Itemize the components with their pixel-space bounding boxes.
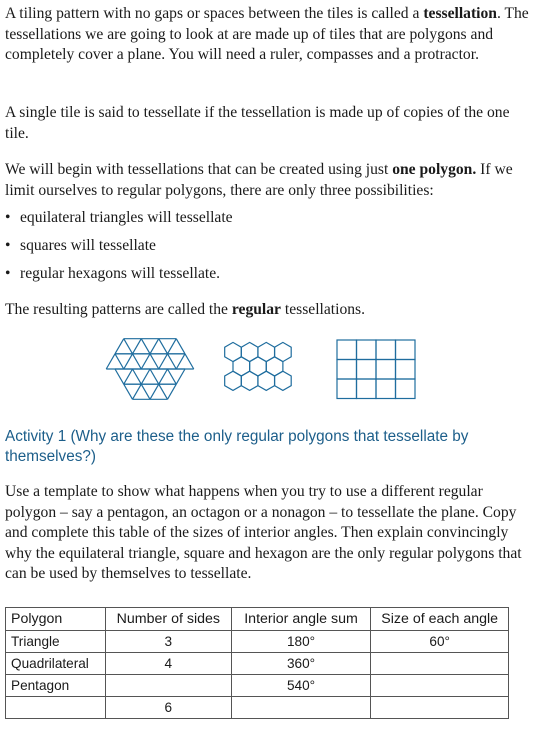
- one-polygon-text-c: If we limit ourselves to regular polygons, there are only three possibilities:: [5, 161, 513, 199]
- regular-text-a: The resulting patterns are called the: [5, 301, 232, 318]
- triangle-edge: [141, 384, 150, 399]
- triangle-edge: [159, 354, 168, 369]
- cell-each-angle: [371, 675, 509, 697]
- triangle-edge: [124, 339, 133, 354]
- cell-angle-sum: 360°: [231, 653, 371, 675]
- bullet-item: [5, 236, 525, 257]
- triangle-edge: [176, 369, 185, 384]
- square-tile: [376, 360, 396, 380]
- triangle-edge: [159, 384, 168, 399]
- triangle-edge: [176, 354, 185, 369]
- triangle-edge: [150, 384, 159, 399]
- square-tile: [357, 340, 377, 360]
- triangle-edge: [168, 354, 177, 369]
- cell-polygon: Quadrilateral: [6, 653, 106, 675]
- table-row: [6, 631, 509, 653]
- hexagon-tile: [258, 371, 275, 390]
- triangle-edge: [133, 354, 142, 369]
- cell-each-angle: [371, 653, 509, 675]
- cell-sides: 6: [105, 697, 231, 719]
- term-tessellation: tessellation: [423, 5, 497, 22]
- square-tile: [337, 340, 357, 360]
- regular-tessellations-figure: [0, 330, 539, 410]
- square-tile: [396, 340, 416, 360]
- paragraph-activity-instructions: Use a template to show what happens when you try to use a different regular polygon – say a pentagon, an octagon or a nonagon – to tessellate the plane. Copy and complete this table of the sizes of interior angles. Then explain convincingly why the equilateral triangle, square and hexagon are the only regular polygons that can be used by themselves to tessellate.: [5, 483, 522, 582]
- triangle-edge: [150, 354, 159, 369]
- square-tile: [337, 360, 357, 380]
- triangle-edge: [168, 384, 177, 399]
- cell-sides: [105, 675, 231, 697]
- triangle-edge: [133, 339, 142, 354]
- table-header-row: [6, 608, 509, 631]
- cell-angle-sum: 180°: [231, 631, 371, 653]
- paragraph-intro: [5, 4, 530, 66]
- bullet-text: squares will tessellate: [20, 237, 156, 254]
- cell-polygon: [6, 697, 106, 719]
- regular-text-c: tessellations.: [280, 301, 366, 318]
- paragraph-single-tile: A single tile is said to tessellate if the tessellation is made up of copies of the one tile.: [5, 104, 510, 142]
- triangle-edge: [115, 339, 124, 354]
- column-header-interior-angle-sum: Interior angle sum: [231, 608, 371, 631]
- square-tile: [376, 340, 396, 360]
- triangle-edge: [124, 369, 133, 384]
- triangle-edge: [124, 384, 133, 399]
- hexagon-tessellation-diagram: [225, 342, 292, 390]
- paragraph-regular-tessellations: [5, 300, 530, 321]
- intro-text-a: A tiling pattern with no gaps or spaces between the tiles is called a: [5, 5, 424, 22]
- triangle-edge: [159, 369, 168, 384]
- square-tile: [357, 360, 377, 380]
- activity-heading: Activity 1 (Why are these the only regular polygons that tessellate by themselves?): [5, 428, 469, 465]
- bullet-item: [5, 264, 525, 285]
- triangle-edge: [176, 339, 185, 354]
- bullet-text: regular hexagons will tessellate.: [20, 265, 221, 282]
- column-header-number-of-sides: Number of sides: [105, 608, 231, 631]
- bullet-dot: •: [5, 209, 11, 226]
- bullet-dot: •: [5, 265, 11, 282]
- triangle-edge: [133, 369, 142, 384]
- triangle-edge: [115, 369, 124, 384]
- square-tile: [337, 379, 357, 399]
- hexagon-tile: [225, 371, 242, 390]
- triangle-edge: [150, 339, 159, 354]
- cell-sides: 3: [105, 631, 231, 653]
- one-polygon-text-a: We will begin with tessellations that can be created using just: [5, 161, 393, 178]
- triangle-edge: [150, 369, 159, 384]
- table-row: [6, 675, 509, 697]
- hexagon-tile: [241, 371, 258, 390]
- cell-each-angle: 60°: [371, 631, 509, 653]
- triangle-edge: [168, 369, 177, 384]
- triangle-edge: [115, 354, 124, 369]
- cell-each-angle: [371, 697, 509, 719]
- bullet-item: [5, 208, 525, 229]
- square-tile: [376, 379, 396, 399]
- triangle-edge: [141, 369, 150, 384]
- hexagon-tile: [275, 371, 292, 390]
- interior-angles-table: [5, 607, 509, 719]
- bullet-dot: •: [5, 237, 11, 254]
- triangle-edge: [141, 354, 150, 369]
- column-header-polygon: Polygon: [6, 608, 106, 631]
- triangle-edge: [141, 339, 150, 354]
- triangle-edge: [124, 354, 133, 369]
- table-row: [6, 697, 509, 719]
- square-tessellation-diagram: [337, 340, 415, 399]
- cell-angle-sum: 540°: [231, 675, 371, 697]
- bullet-text: equilateral triangles will tessellate: [20, 209, 233, 226]
- triangle-edge: [185, 354, 194, 369]
- triangle-edge: [168, 339, 177, 354]
- term-regular: regular: [231, 301, 281, 318]
- triangle-tessellation-diagram: [106, 339, 194, 400]
- cell-polygon: Triangle: [6, 631, 106, 653]
- square-tile: [396, 360, 416, 380]
- cell-polygon: Pentagon: [6, 675, 106, 697]
- triangle-edge: [133, 384, 142, 399]
- square-tile: [357, 379, 377, 399]
- square-tile: [396, 379, 416, 399]
- triangle-edge: [106, 354, 115, 369]
- paragraph-one-polygon: [5, 160, 530, 201]
- cell-sides: 4: [105, 653, 231, 675]
- term-one-polygon: one polygon.: [392, 161, 477, 178]
- table-row: [6, 653, 509, 675]
- column-header-size-of-each-angle: Size of each angle: [371, 608, 509, 631]
- intro-text-c: . The tessellations we are going to look at are made up of tiles that are polygons and completely cover a plane. You will need a ruler, compasses and a protractor.: [5, 5, 529, 63]
- triangle-edge: [159, 339, 168, 354]
- cell-angle-sum: [231, 697, 371, 719]
